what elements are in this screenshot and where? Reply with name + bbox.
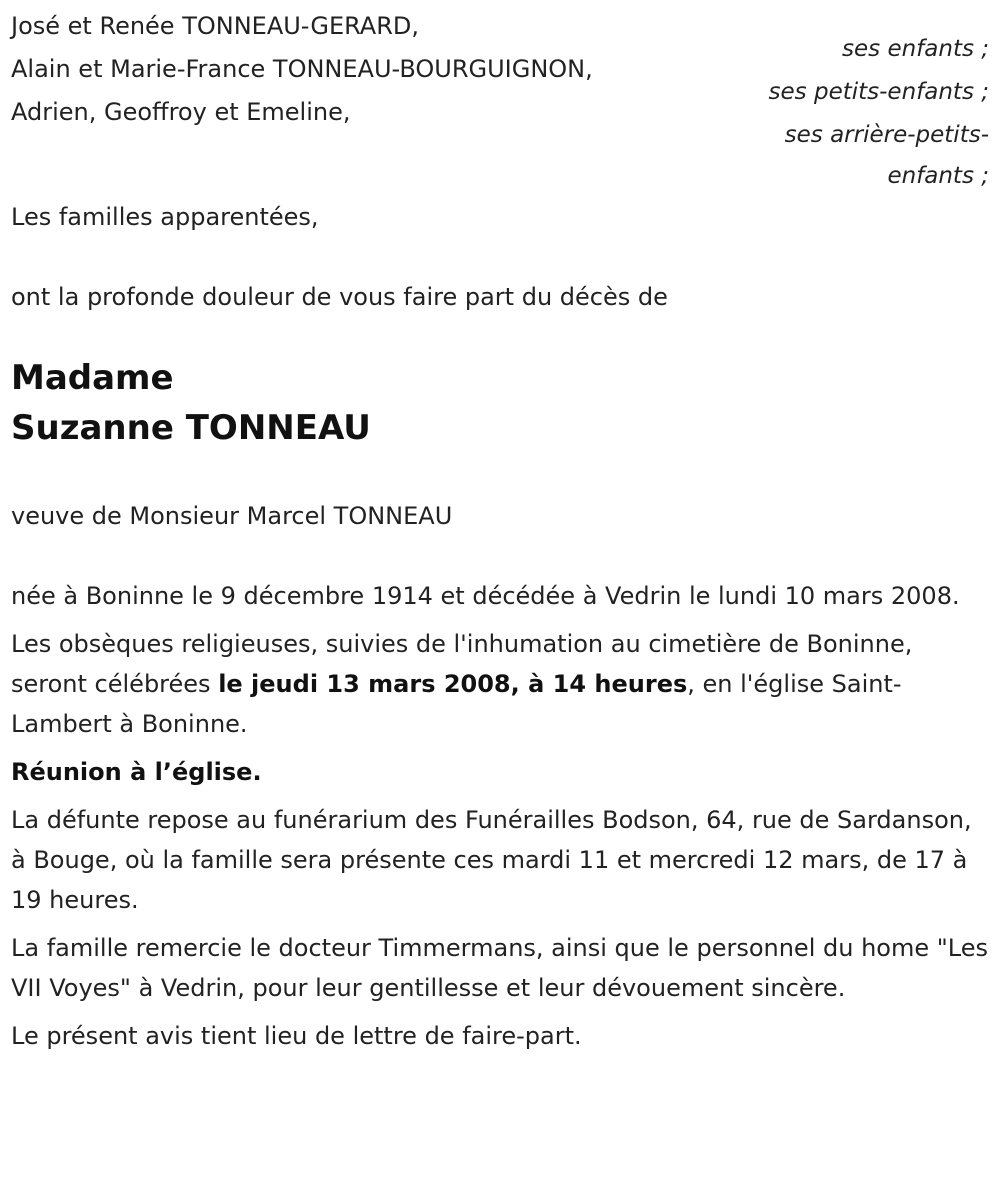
visitation-paragraph: La défunte repose au funérarium des Funérailles Bodson, 64, rue de Sardanson, à Bouge, où la famille sera présente ces mardi 11 et mercredi 12 mars, de 17 à 19 heures.: [11, 806, 972, 914]
relatives-line: Les familles apparentées,: [11, 203, 319, 231]
grandchildren-names: Alain et Marie-France TONNEAU-BOURGUIGNON,: [11, 55, 593, 83]
thanks-paragraph: La famille remercie le docteur Timmermans, ainsi que le personnel du home "Les VII Voyes" à Vedrin, pour leur gentillesse et leur dévouement sincère.: [11, 934, 988, 1002]
widow-of-line: veuve de Monsieur Marcel TONNEAU: [11, 502, 453, 530]
closing-paragraph: Le présent avis tient lieu de lettre de faire-part.: [11, 1022, 582, 1050]
deceased-name: Suzanne TONNEAU: [11, 408, 371, 448]
meeting-text: Réunion à l’église.: [11, 758, 262, 786]
meeting-paragraph: [11, 752, 991, 792]
birth-death-paragraph: née à Boninne le 9 décembre 1914 et décédée à Vedrin le lundi 10 mars 2008.: [11, 582, 960, 610]
children-names: José et Renée TONNEAU-GERARD,: [11, 12, 420, 40]
great-grandchildren-names: Adrien, Geoffroy et Emeline,: [11, 98, 351, 126]
funeral-paragraph: [11, 624, 991, 744]
grandchildren-relation: ses petits-enfants ;: [768, 79, 989, 105]
funeral-date: le jeudi 13 mars 2008, à 14 heures: [218, 670, 688, 698]
great-grandchildren-relation-line2: enfants ;: [887, 163, 989, 189]
children-relation: ses enfants ;: [842, 36, 989, 62]
deceased-title: Madame: [11, 358, 174, 398]
announcement-line: ont la profonde douleur de vous faire part du décès de: [11, 283, 668, 311]
great-grandchildren-relation-line1: ses arrière-petits-: [784, 122, 989, 148]
funeral-text-before: Les obsèques religieuses, suivies de l'inhumation au cimetière de Boninne, seront célébrées: [11, 630, 913, 698]
deceased-heading: [11, 353, 991, 453]
funeral-text-after: , en l'église Saint-Lambert à Boninne.: [11, 670, 902, 738]
obituary-notice: [11, 6, 991, 1056]
